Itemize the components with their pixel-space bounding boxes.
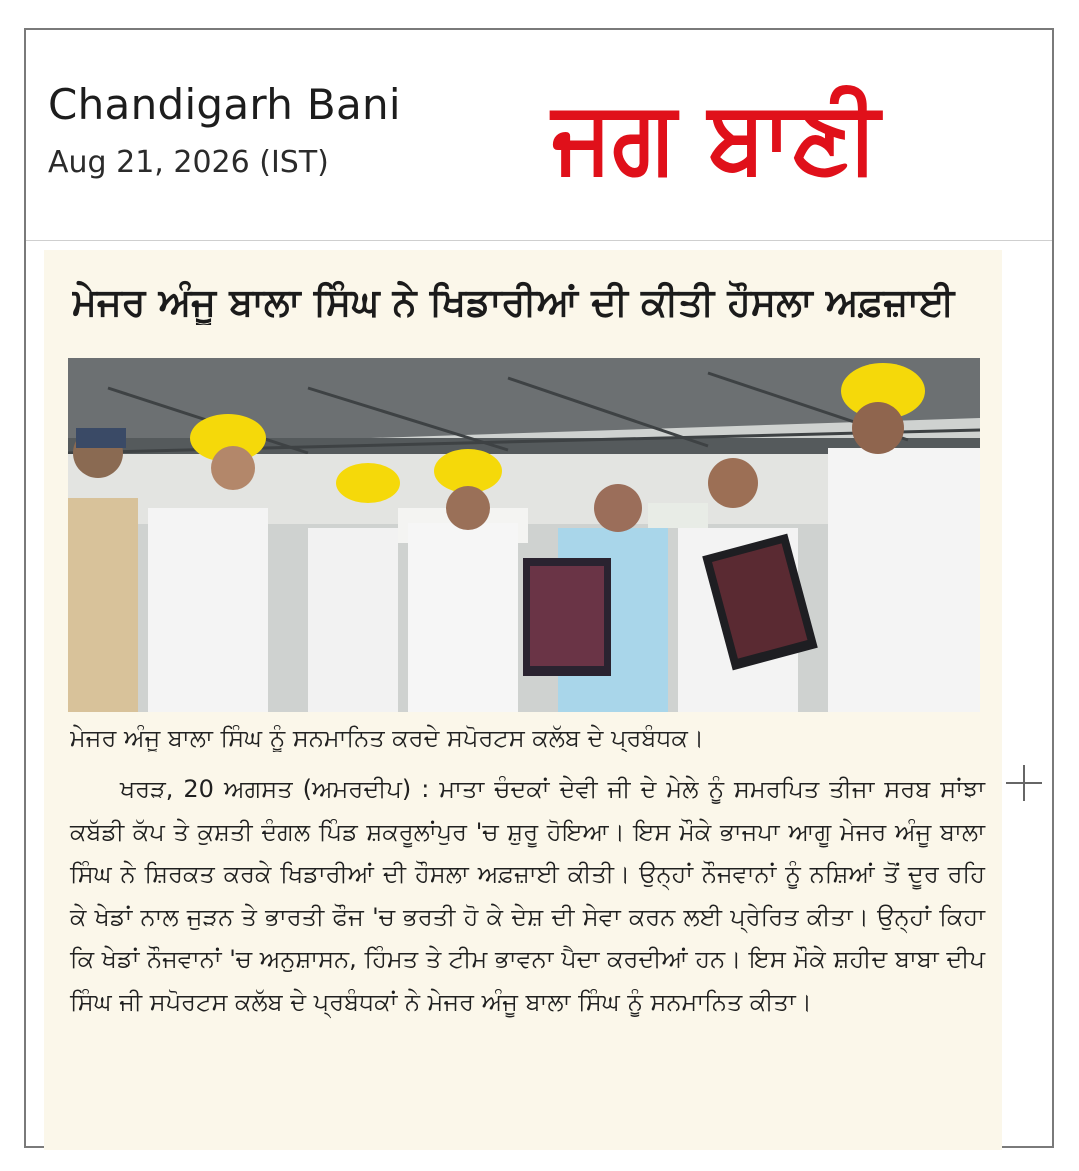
clipping-frame <box>24 28 1054 1148</box>
crosshair-cursor-icon <box>1006 765 1042 801</box>
article-headline: ਮੇਜਰ ਅੰਜੂ ਬਾਲਾ ਸਿੰਘ ਨੇ ਖਿਡਾਰੀਆਂ ਦੀ ਕੀਤੀ ਹੌਸਲਾ ਅਫ਼ਜ਼ਾਈ <box>72 280 955 324</box>
publication-date: Aug 21, 2026 (IST) <box>48 145 329 180</box>
article-photo <box>68 358 980 712</box>
newspaper-masthead-logo: ਜਗ ਬਾਣੀ <box>552 79 880 195</box>
header <box>26 30 1052 241</box>
source-name: Chandigarh Bani <box>48 80 401 129</box>
news-clipping <box>44 250 1002 1150</box>
article-body: ਖਰੜ, 20 ਅਗਸਤ (ਅਮਰਦੀਪ) : ਮਾਤਾ ਚੰਦਕਾਂ ਦੇਵੀ ਜੀ ਦੇ ਮੇਲੇ ਨੂੰ ਸਮਰਪਿਤ ਤੀਜਾ ਸਰਬ ਸਾਂਝਾ ਕਬੱਡੀ ਕੱਪ ਤੇ ਕੁਸ਼ਤੀ ਦੰਗਲ ਪਿੰਡ ਸ਼ਕਰੂਲਾਂਪੁਰ 'ਚ ਸ਼ੁਰੂ ਹੋਇਆ। ਇਸ ਮੌਕੇ ਭਾਜਪਾ ਆਗੂ ਮੇਜਰ ਅੰਜੂ ਬਾਲਾ ਸਿੰਘ ਨੇ ਸ਼ਿਰਕਤ ਕਰਕੇ ਖਿਡਾਰੀਆਂ ਦੀ ਹੌਸਲਾ ਅਫ਼ਜ਼ਾਈ ਕੀਤੀ। ਉਨ੍ਹਾਂ ਨੌਜਵਾਨਾਂ ਨੂੰ ਨਸ਼ਿਆਂ ਤੋਂ ਦੂਰ ਰਹਿ ਕੇ ਖੇਡਾਂ ਨਾਲ ਜੁੜਨ ਤੇ ਭਾਰਤੀ ਫੌਜ 'ਚ ਭਰਤੀ ਹੋ ਕੇ ਦੇਸ਼ ਦੀ ਸੇਵਾ ਕਰਨ ਲਈ ਪ੍ਰੇਰਿਤ ਕੀਤਾ। ਉਨ੍ਹਾਂ ਕਿਹਾ ਕਿ ਖੇਡਾਂ ਨੌਜਵਾਨਾਂ 'ਚ ਅਨੁਸ਼ਾਸਨ, ਹਿੰਮਤ ਤੇ ਟੀਮ ਭਾਵਨਾ ਪੈਦਾ ਕਰਦੀਆਂ ਹਨ। ਇਸ ਮੌਕੇ ਸ਼ਹੀਦ ਬਾਬਾ ਦੀਪ ਸਿੰਘ ਜੀ ਸਪੋਰਟਸ ਕਲੱਬ ਦੇ ਪ੍ਰਬੰਧਕਾਂ ਨੇ ਮੇਜਰ ਅੰਜੂ ਬਾਲਾ ਸਿੰਘ ਨੂੰ ਸਨਮਾਨਿਤ ਕੀਤਾ। <box>70 775 985 1016</box>
photo-illustration <box>68 358 980 712</box>
photo-caption: ਮੇਜਰ ਅੰਜੂ ਬਾਲਾ ਸਿੰਘ ਨੂੰ ਸਨਮਾਨਿਤ ਕਰਦੇ ਸਪੋਰਟਸ ਕਲੱਬ ਦੇ ਪ੍ਰਬੰਧਕ। <box>70 724 705 752</box>
